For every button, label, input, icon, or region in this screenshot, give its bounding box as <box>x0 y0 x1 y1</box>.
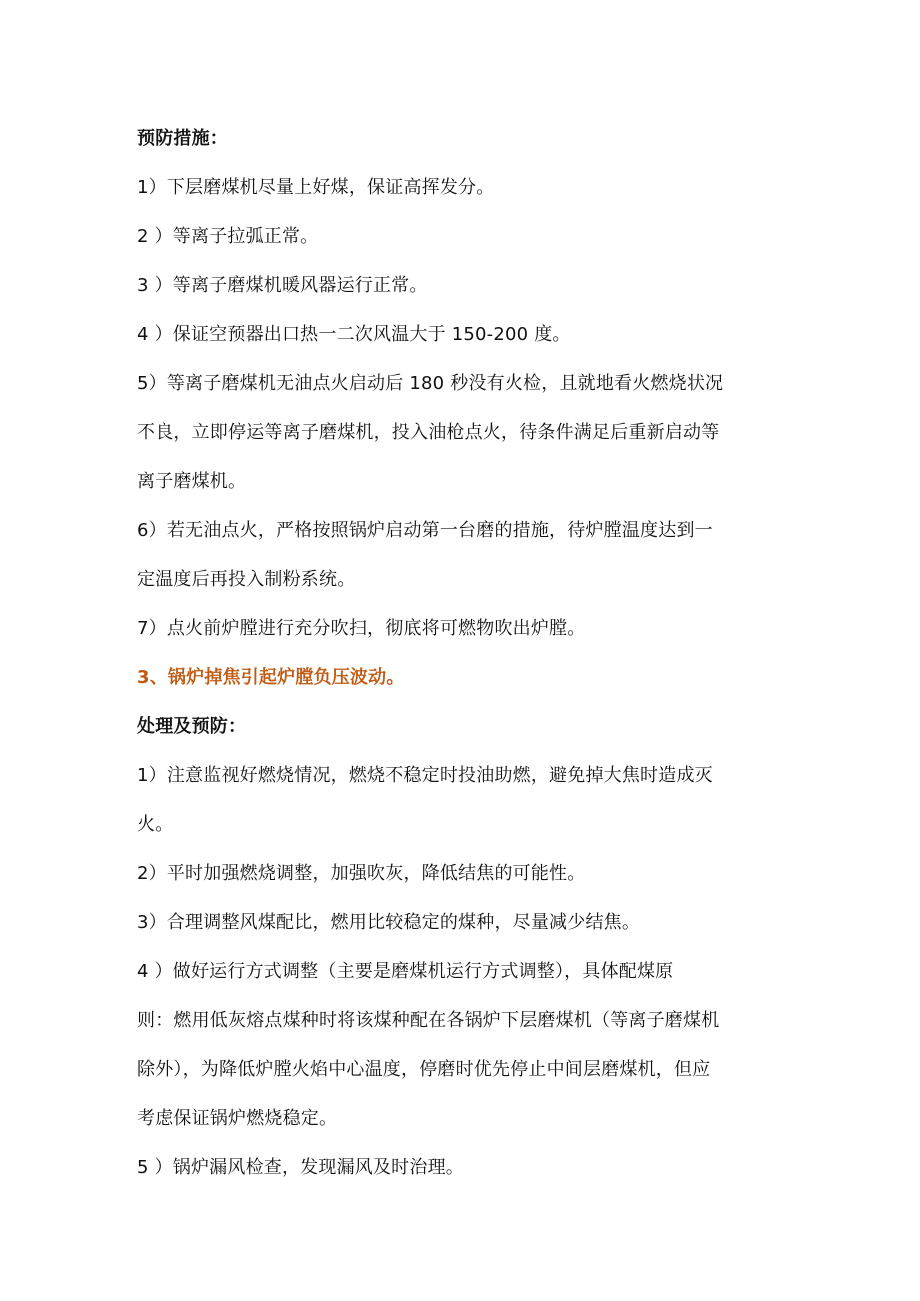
list-item <box>137 604 797 653</box>
document-page <box>137 114 797 1192</box>
list-item-line: 考虑保证锅炉燃烧稳定。 <box>137 1108 338 1129</box>
list-item-line: 5 ）锅炉漏风检查，发现漏风及时治理。 <box>137 1157 464 1178</box>
list-item <box>137 1143 797 1192</box>
list-item-line: 6）若无油点火，严格按照锅炉启动第一台磨的措施，待炉膛温度达到一 <box>137 520 713 541</box>
list-item-line: 1）注意监视好燃烧情况，燃烧不稳定时投油助燃，避免掉大焦时造成灭 <box>137 765 713 786</box>
list-item-line: 3 ）等离子磨煤机暖风器运行正常。 <box>137 275 428 296</box>
list-item <box>137 506 797 604</box>
list-item <box>137 163 797 212</box>
list-item-line: 定温度后再投入制粉系统。 <box>137 569 356 590</box>
list-item <box>137 751 797 849</box>
list-item-line: 5）等离子磨煤机无油点火启动后 180 秒没有火检，且就地看火燃烧状况 <box>137 373 724 394</box>
list-item-line: 2）平时加强燃烧调整，加强吹灰，降低结焦的可能性。 <box>137 863 586 884</box>
list-item <box>137 261 797 310</box>
section-title: 预防措施： <box>137 128 228 149</box>
section-heading: 3、锅炉掉焦引起炉膛负压波动。 <box>137 667 405 688</box>
list-item-line: 3）合理调整风煤配比，燃用比较稳定的煤种，尽量减少结焦。 <box>137 912 641 933</box>
list-item-line: 除外），为降低炉膛火焰中心温度，停磨时优先停止中间层磨煤机，但应 <box>137 1059 711 1080</box>
list-item <box>137 947 797 1143</box>
list-item <box>137 212 797 261</box>
list-item-line: 4 ）保证空预器出口热一二次风温大于 150-200 度。 <box>137 324 571 345</box>
list-item-line: 则：燃用低灰熔点煤种时将该煤种配在各锅炉下层磨煤机（等离子磨煤机 <box>137 1010 720 1031</box>
section-title: 处理及预防： <box>137 716 247 737</box>
list-item-line: 火。 <box>137 814 174 835</box>
list-item-line: 2 ）等离子拉弧正常。 <box>137 226 319 247</box>
list-item-line: 4 ）做好运行方式调整（主要是磨煤机运行方式调整），具体配煤原 <box>137 961 674 982</box>
list-item-line: 离子磨煤机。 <box>137 471 247 492</box>
list-item-line: 不良，立即停运等离子磨煤机，投入油枪点火，待条件满足后重新启动等 <box>137 422 720 443</box>
list-item <box>137 310 797 359</box>
list-item-line: 7）点火前炉膛进行充分吹扫，彻底将可燃物吹出炉膛。 <box>137 618 586 639</box>
list-item-line: 1）下层磨煤机尽量上好煤，保证高挥发分。 <box>137 177 495 198</box>
list-item <box>137 359 797 506</box>
list-item <box>137 898 797 947</box>
list-item <box>137 849 797 898</box>
